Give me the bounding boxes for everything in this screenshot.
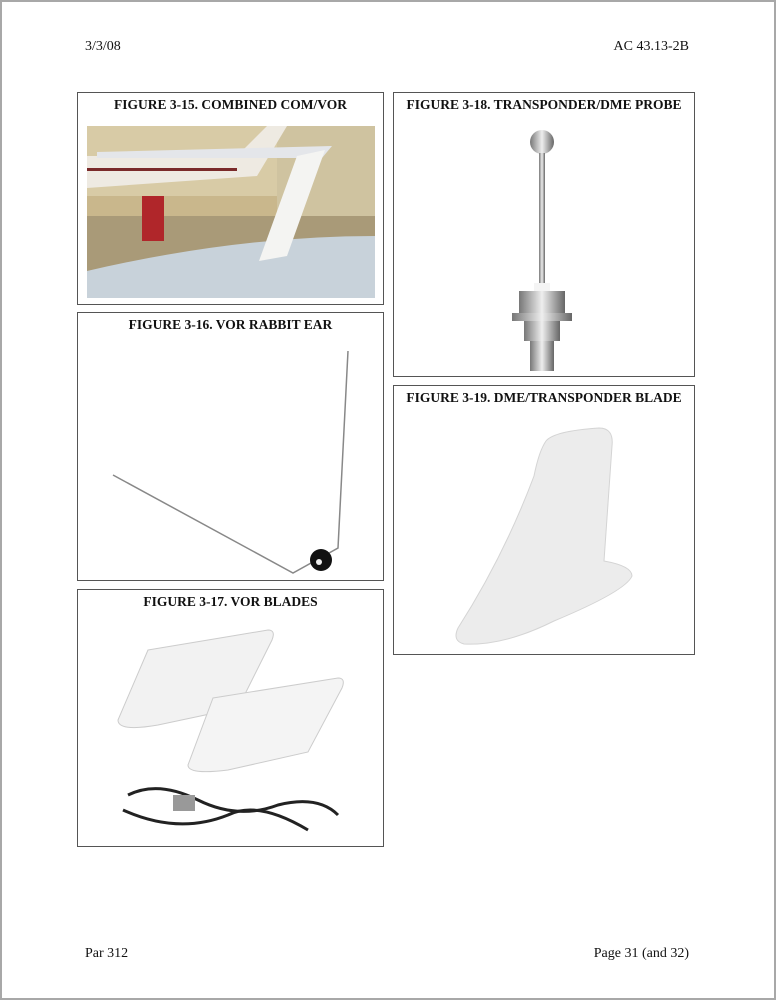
figure-caption: FIGURE 3-19. DME/TRANSPONDER BLADE <box>406 390 682 405</box>
figure-caption: FIGURE 3-18. TRANSPONDER/DME PROBE <box>406 97 682 112</box>
footer-page-number: Page 31 (and 32) <box>593 946 689 961</box>
transponder-probe-photo <box>394 123 694 376</box>
figure-caption: FIGURE 3-15. COMBINED COM/VOR <box>114 97 347 112</box>
figure-3-19 <box>393 385 695 655</box>
vor-blades-photo <box>78 620 383 846</box>
figure-3-18 <box>393 92 695 377</box>
vor-rabbit-ear-illustration <box>78 343 383 580</box>
figure-caption: FIGURE 3-17. VOR BLADES <box>143 594 318 609</box>
dme-blade-photo <box>394 416 694 654</box>
footer-paragraph: Par 312 <box>85 946 129 961</box>
header-doc-id: AC 43.13-2B <box>613 39 689 54</box>
com-vor-antenna-photo <box>87 126 375 298</box>
figure-3-16 <box>77 312 384 581</box>
figure-3-15 <box>77 92 384 305</box>
header-date: 3/3/08 <box>85 39 121 54</box>
figure-3-17 <box>77 589 384 847</box>
figure-caption: FIGURE 3-16. VOR RABBIT EAR <box>128 317 333 332</box>
